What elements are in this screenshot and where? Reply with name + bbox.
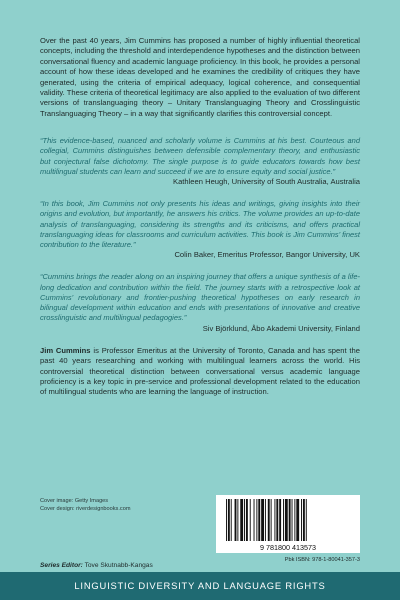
series-title: LINGUISTIC DIVERSITY AND LANGUAGE RIGHTS: [74, 580, 326, 591]
book-description: Over the past 40 years, Jim Cummins has proposed a number of highly influential theoretical concepts, including the threshold and interdependence hypotheses and the distinction between conversational fluency and academic language proficiency. In this book, he provides a personal account of how these ideas developed and he examines the credibility of critiques they have generated, using the criteria of empirical adequacy, logical coherence, and consequential validity. These criteria of theoretical legitimacy are also applied to the evaluation of two different versions of translanguaging theory – Unitary Translanguaging Theory and Crosslinguistic Translanguaging Theory – in a way that significantly clarifies this controversial concept.: [40, 36, 360, 118]
cover-image-credit: Cover image: Getty Images: [40, 498, 109, 504]
author-bio-text: is Professor Emeritus at the University of Toronto, Canada and has spent the past 40 years researching and working with multilingual learners across the world. His controversial theoretical distinction between conversational versus academic language proficiency is a key topic in pre-service and professional development related to the education of multilingual students who are learning the language of instruction.: [40, 345, 360, 397]
barcode-bar: [258, 499, 260, 541]
barcode-bar: [228, 499, 230, 541]
endorsement-3: [40, 272, 360, 333]
series-editor-name: Tove Skutnabb-Kangas: [82, 562, 153, 569]
barcode-bar: [240, 499, 243, 541]
barcode-bar: [246, 499, 248, 541]
endorsement-quote: “In this book, Jim Cummins not only presents his ideas and writings, giving insights into their origins and evolution, but importantly, he answers his critics. The volume provides an up-to-date analysis of translanguaging, considering its strengths and its criticisms, and offers practical translanguaging ideas for classrooms and curriculum activities. This book is Jim Cummins’ finest contribution to the literature.”: [40, 199, 360, 250]
barcode-digits: 9 781800 413573: [260, 543, 316, 552]
barcode-bar: [261, 499, 264, 541]
barcode-bar: [276, 499, 278, 541]
barcode-bar: [237, 499, 238, 541]
barcode-bar: [254, 499, 255, 541]
barcode-bar: [296, 499, 299, 541]
barcode-bar: [283, 499, 284, 541]
barcode-bar: [294, 499, 295, 541]
endorsement-author: Colin Baker, Emeritus Professor, Bangor University, UK: [174, 250, 360, 260]
endorsement-2: [40, 199, 360, 260]
series-editor: [40, 562, 153, 569]
isbn-text: Pbk ISBN: 978-1-80041-357-3: [284, 557, 360, 563]
barcode-bar: [285, 499, 288, 541]
barcode-bar: [250, 499, 251, 541]
endorsement-author: Kathleen Heugh, University of South Australia, Australia: [173, 177, 360, 187]
barcode-graphic: [216, 495, 360, 553]
barcode-bar: [306, 499, 307, 541]
barcode-bar: [303, 499, 305, 541]
series-banner: [0, 572, 400, 600]
author-bio: [40, 346, 360, 398]
barcode-bar: [265, 499, 266, 541]
cover-credits: [40, 498, 130, 513]
barcode-bar: [301, 499, 302, 541]
barcode-bar: [226, 499, 227, 541]
barcode-bar: [289, 499, 291, 541]
cover-design-credit: Cover design: riverdesignbooks.com: [40, 505, 131, 512]
endorsement-quote: “Cummins brings the reader along on an inspiring journey that offers a unique synthesis of a life-long dedication and contribution within the field. The journey starts with a retrospective look at Cummins’ revolutionary and frontier-pushing theoretical hypotheses on early research in bilingual development within education and ends with presentations of innovative and creative crosslinguistic and multilingual pedagogies.”: [40, 272, 360, 323]
endorsement-quote: “This evidence-based, nuanced and scholarly volume is Cummins at his best. Courteous and collegial, Cummins distinguishes between defensible complementary theory, and enthusiastic but conjectural false dichotomy. The single purpose is to guide educators towards how best multilingual students can learn and succeed if we are to ensure equity and social justice.”: [40, 136, 360, 176]
barcode-bar: [292, 499, 293, 541]
barcode-bar: [256, 499, 257, 541]
author-name: Jim Cummins: [40, 345, 91, 355]
barcode-bar: [235, 499, 237, 541]
back-cover-content: [40, 36, 360, 398]
barcode-bar: [271, 499, 272, 541]
barcode-bar: [268, 499, 270, 541]
barcode-bar: [274, 499, 275, 541]
barcode-bar: [279, 499, 281, 541]
isbn-barcode: [216, 495, 360, 553]
endorsement-author: Siv Björklund, Åbo Akademi University, Finland: [202, 323, 360, 333]
barcode-bar: [244, 499, 245, 541]
endorsement-1: [40, 136, 360, 187]
barcode-bar: [231, 499, 232, 541]
series-editor-label: Series Editor:: [40, 562, 83, 569]
